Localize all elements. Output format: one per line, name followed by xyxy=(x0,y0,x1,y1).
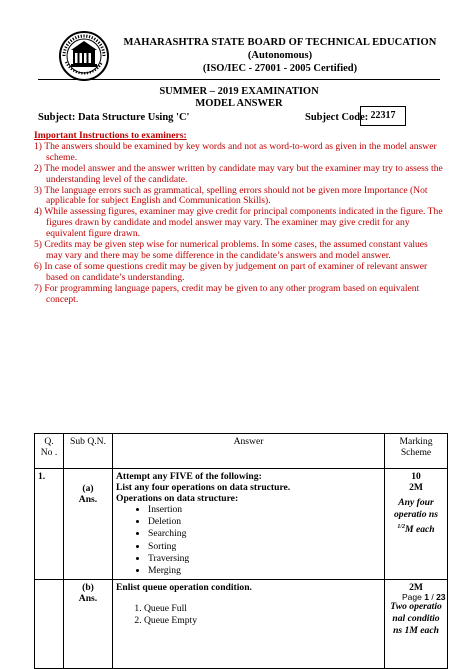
ans-label: Ans. xyxy=(78,593,98,605)
sub-question-cell xyxy=(64,469,113,580)
answer-cell xyxy=(113,580,385,669)
autonomy-text: (Autonomous) xyxy=(247,50,313,61)
col-header-marks: Marking Scheme xyxy=(385,434,448,469)
question-instruction: Attempt any FIVE of the following: xyxy=(116,471,262,482)
board-header xyxy=(112,36,448,75)
table-row xyxy=(35,469,448,580)
subject-code-label: Subject Code: xyxy=(305,112,369,123)
board-name: MAHARASHTRA STATE BOARD OF TECHNICAL EDUCATION xyxy=(123,37,437,48)
instruction-item: 3) The language errors such as grammatical, spelling errors should not be given more Importance (Not applicable for subject English and Communication Skills). xyxy=(34,184,428,207)
instruction-item: 2) The model answer and the answer written by candidate may vary but the examiner may try to assess the understanding level of the candidate. xyxy=(34,162,443,185)
scheme-fraction: 1/2 xyxy=(397,524,406,530)
examiner-instructions xyxy=(34,131,446,306)
table-header-row xyxy=(35,434,448,469)
list-item: • Sorting xyxy=(148,541,381,553)
instructions-title: Important Instructions to examiners: xyxy=(34,130,187,141)
sub-question-label: (a) xyxy=(82,483,94,494)
instruction-item: 6) In case of some questions credit may be given by judgement on part of examiner of relevant answer based on candidate’s understanding. xyxy=(34,260,428,283)
sub-question-label: (b) xyxy=(82,582,94,594)
page-word: Page xyxy=(402,592,422,602)
list-item: 2. Queue Empty xyxy=(144,615,381,627)
marking-scheme-cell xyxy=(385,469,448,580)
operations-list xyxy=(116,504,381,577)
exam-type: MODEL ANSWER xyxy=(195,98,283,109)
question-number: 1. xyxy=(35,469,64,580)
marks: 2M xyxy=(409,582,423,594)
msbte-logo-icon xyxy=(58,30,110,82)
instruction-item: 5) Credits may be given step wise for numerical problems. In some cases, the assumed constant values may vary and there may be some difference in the candidate’s answers and model answer. xyxy=(34,239,428,261)
col-header-subqn: Sub Q.N. xyxy=(64,434,113,469)
subject-label: Subject: Data Structure Using 'C' xyxy=(38,112,190,123)
scheme-note xyxy=(388,497,444,536)
page-total: 23 xyxy=(436,592,446,602)
page-separator: / xyxy=(428,592,437,602)
ans-label: Ans. xyxy=(78,494,98,505)
scheme-text-end: M each xyxy=(405,524,435,536)
table-row xyxy=(35,580,448,669)
marks: 2M xyxy=(409,482,423,493)
answer-cell xyxy=(113,469,385,580)
list-item: • Deletion xyxy=(148,516,381,528)
question-text: List any four operations on data structure. xyxy=(116,482,291,493)
list-item: • Searching xyxy=(148,528,381,540)
header-divider xyxy=(38,79,440,80)
scheme-note: Two operatio nal conditio ns 1M each xyxy=(390,601,442,637)
list-item: • Traversing xyxy=(148,553,381,565)
list-item: • Insertion xyxy=(148,504,381,516)
instruction-item: 7) For programming language papers, credit may be given to any other program based on equivalent concept. xyxy=(34,282,420,305)
exam-session: SUMMER – 2019 EXAMINATION xyxy=(159,86,319,97)
total-marks: 10 xyxy=(411,471,421,482)
question-text: Enlist queue operation condition. xyxy=(116,582,252,594)
instruction-item: 1) The answers should be examined by key words and not as word-to-word as given in the model answer scheme. xyxy=(34,140,437,163)
list-item: 1. Queue Full xyxy=(144,603,381,615)
sub-question-cell xyxy=(64,580,113,669)
scheme-text: Any four operatio ns xyxy=(394,497,438,520)
col-header-answer: Answer xyxy=(113,434,385,469)
certification-text: (ISO/IEC - 27001 - 2005 Certified) xyxy=(202,63,358,74)
page-number xyxy=(402,592,446,602)
instruction-item: 4) While assessing figures, examiner may give credit for principal components indicated in the figure. The figures drawn by candidate and model answer may vary. The examiner may give credit for any equivalent figure drawn. xyxy=(34,206,443,240)
subject-code-box: 22317 xyxy=(360,106,406,126)
page-current: 1 xyxy=(424,592,429,602)
answer-table xyxy=(34,433,448,669)
question-number-empty xyxy=(35,580,64,669)
col-header-qno: Q. No . xyxy=(35,434,64,469)
answer-heading: Operations on data structure: xyxy=(116,493,239,504)
list-item: • Merging xyxy=(148,565,381,577)
queue-conditions-list xyxy=(116,603,381,627)
